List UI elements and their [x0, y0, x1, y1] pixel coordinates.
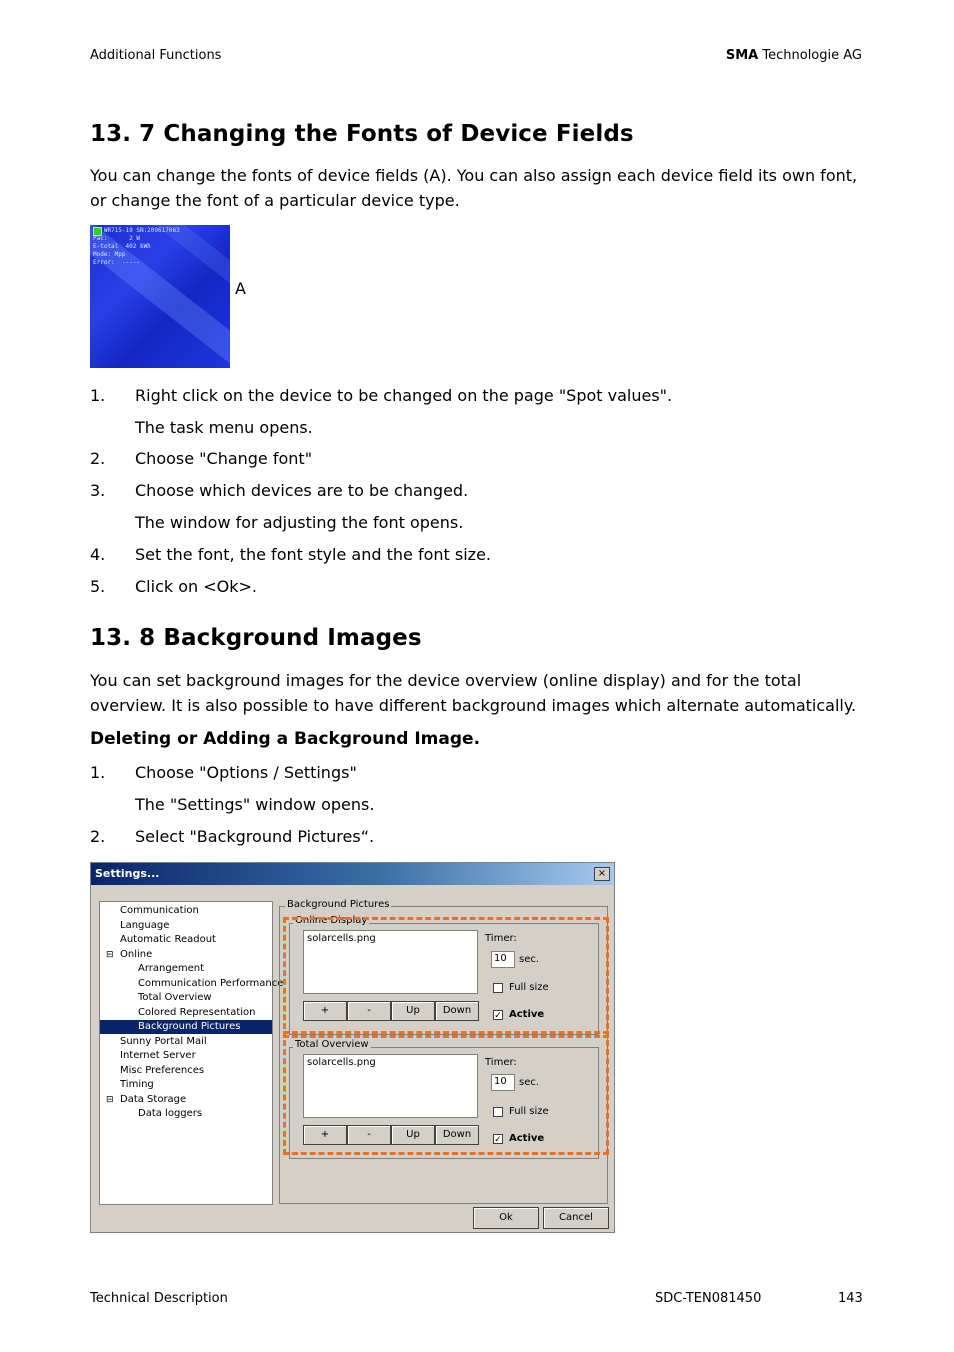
figure-label-a: A — [235, 279, 246, 298]
tree-item-label: Automatic Readout — [120, 934, 216, 945]
tree-item-label: Communication — [120, 905, 199, 916]
subheading-delete-add: Deleting or Adding a Background Image. — [90, 729, 481, 749]
step-number: 4. — [90, 545, 106, 564]
tree-item[interactable] — [138, 977, 283, 991]
fullsize-label: Full size — [509, 982, 549, 993]
step-number: 1. — [90, 763, 106, 782]
close-icon[interactable]: × — [594, 867, 610, 881]
list-item[interactable]: solarcells.png — [307, 1057, 376, 1068]
tree-item[interactable] — [106, 948, 153, 962]
step-number: 5. — [90, 577, 106, 596]
footer-doc-number: SDC-TEN081450 — [655, 1291, 762, 1306]
background-pictures-group-title: Background Pictures — [287, 899, 390, 910]
remove-image-button[interactable]: - — [347, 1001, 391, 1021]
step-result: The window for adjusting the font opens. — [135, 513, 464, 532]
move-up-button[interactable]: Up — [391, 1125, 435, 1145]
device-field-line: E-total 402 kWh — [93, 243, 151, 250]
step-text: Select "Background Pictures“. — [135, 827, 375, 846]
ok-button[interactable]: Ok — [473, 1207, 539, 1229]
timer-unit: sec. — [519, 1077, 540, 1088]
online-timer-input[interactable]: 10 — [491, 951, 515, 968]
tree-item-label: Language — [120, 919, 170, 931]
tree-item[interactable] — [120, 1078, 154, 1092]
total-timer-input[interactable]: 10 — [491, 1074, 515, 1091]
step-text: Click on <Ok>. — [135, 577, 257, 596]
device-field-line: WR715-19 SN:209617063 — [93, 227, 180, 234]
tree-item-label: Data Storage — [120, 1093, 187, 1105]
device-field-thumbnail — [90, 225, 230, 368]
tree-item-label: Background Pictures — [138, 1021, 241, 1032]
tree-item[interactable] — [120, 1049, 196, 1063]
step-text: Right click on the device to be changed on the page "Spot values". — [135, 386, 673, 405]
tree-item[interactable] — [120, 1064, 204, 1078]
tree-expander-icon[interactable]: ⊟ — [106, 949, 114, 960]
tree-expander-icon[interactable]: ⊟ — [106, 1094, 114, 1105]
active-label: Active — [509, 1133, 545, 1144]
step-text: Choose "Change font" — [135, 449, 313, 468]
footer-doc-type: Technical Description — [90, 1291, 228, 1306]
tree-item-label: Colored Representation — [138, 1006, 256, 1018]
tree-item-label: Sunny Portal Mail — [120, 1035, 207, 1047]
list-item[interactable]: solarcells.png — [307, 933, 376, 944]
settings-title: Settings... — [95, 867, 160, 880]
header-company — [726, 48, 862, 63]
timer-label: Timer: — [485, 933, 517, 944]
online-display-title: Online Display — [295, 915, 368, 926]
tree-item-label: Online — [120, 948, 153, 960]
fullsize-label: Full size — [509, 1106, 549, 1117]
header-section-label: Additional Functions — [90, 48, 222, 63]
tree-item[interactable] — [138, 1006, 256, 1020]
move-up-button[interactable]: Up — [391, 1001, 435, 1021]
settings-window — [90, 862, 615, 1233]
tree-item-label: Internet Server — [120, 1050, 196, 1061]
step-number: 3. — [90, 481, 106, 500]
device-field-line: Pac: 2 W — [93, 235, 140, 242]
add-image-button[interactable]: + — [303, 1001, 347, 1021]
highlight-online-display — [283, 917, 609, 1038]
step-text: Choose which devices are to be changed. — [135, 481, 469, 500]
step-number: 2. — [90, 827, 106, 846]
step-result: The task menu opens. — [135, 418, 313, 437]
section-intro-fonts: You can change the fonts of device fields (A). You can also assign each device field its own font, or change the font of a particular device type. — [90, 166, 858, 210]
step-result: The "Settings" window opens. — [135, 795, 375, 814]
tree-item-label: Timing — [120, 1079, 154, 1090]
section-title-fonts: 13. 7 Changing the Fonts of Device Fields — [90, 121, 634, 147]
section-intro-background: You can set background images for the device overview (online display) and for the total overview. It is also possible to have different background images which alternate automatically. — [90, 671, 857, 715]
move-down-button[interactable]: Down — [435, 1001, 479, 1021]
device-field-text — [93, 227, 180, 267]
total-overview-title: Total Overview — [295, 1039, 369, 1050]
tree-item-label: Misc Preferences — [120, 1064, 205, 1076]
settings-tree[interactable] — [99, 901, 284, 1205]
tree-item-label: Total Overview — [138, 992, 212, 1003]
total-active-checkbox[interactable]: ✓ — [494, 1135, 502, 1145]
tree-item[interactable] — [106, 1093, 187, 1107]
tree-item[interactable] — [120, 904, 199, 918]
tree-item[interactable] — [138, 1107, 202, 1121]
step-number: 1. — [90, 386, 106, 405]
step-text: Choose "Options / Settings" — [135, 763, 357, 782]
timer-label: Timer: — [485, 1057, 517, 1068]
device-field-line: Mode: Mpp — [93, 251, 126, 258]
step-number: 2. — [90, 449, 106, 468]
device-field-line: Error: ----- — [93, 259, 140, 266]
tree-item[interactable] — [120, 933, 216, 947]
header-company-brand: SMA — [725, 48, 759, 63]
tree-item[interactable] — [138, 991, 212, 1005]
cancel-button[interactable]: Cancel — [543, 1207, 609, 1229]
step-text: Set the font, the font style and the font size. — [135, 545, 491, 564]
remove-image-button[interactable]: - — [347, 1125, 391, 1145]
move-down-button[interactable]: Down — [435, 1125, 479, 1145]
add-image-button[interactable]: + — [303, 1125, 347, 1145]
section-title-background: 13. 8 Background Images — [90, 625, 422, 651]
tree-item[interactable] — [120, 1035, 207, 1049]
tree-item[interactable] — [138, 962, 204, 976]
tree-item-label: Data loggers — [138, 1108, 203, 1119]
tree-item[interactable] — [120, 919, 169, 933]
page-number: 143 — [838, 1291, 863, 1306]
tree-item[interactable] — [100, 1020, 272, 1034]
timer-unit: sec. — [519, 954, 540, 965]
highlight-total-overview — [283, 1031, 609, 1155]
active-label: Active — [509, 1009, 545, 1020]
settings-titlebar — [91, 863, 614, 885]
online-active-checkbox[interactable]: ✓ — [494, 1011, 502, 1021]
header-company-rest: Technologie AG — [758, 48, 862, 63]
tree-item-label: Arrangement — [138, 963, 205, 974]
tree-item-label: Communication Performance — [138, 977, 284, 989]
